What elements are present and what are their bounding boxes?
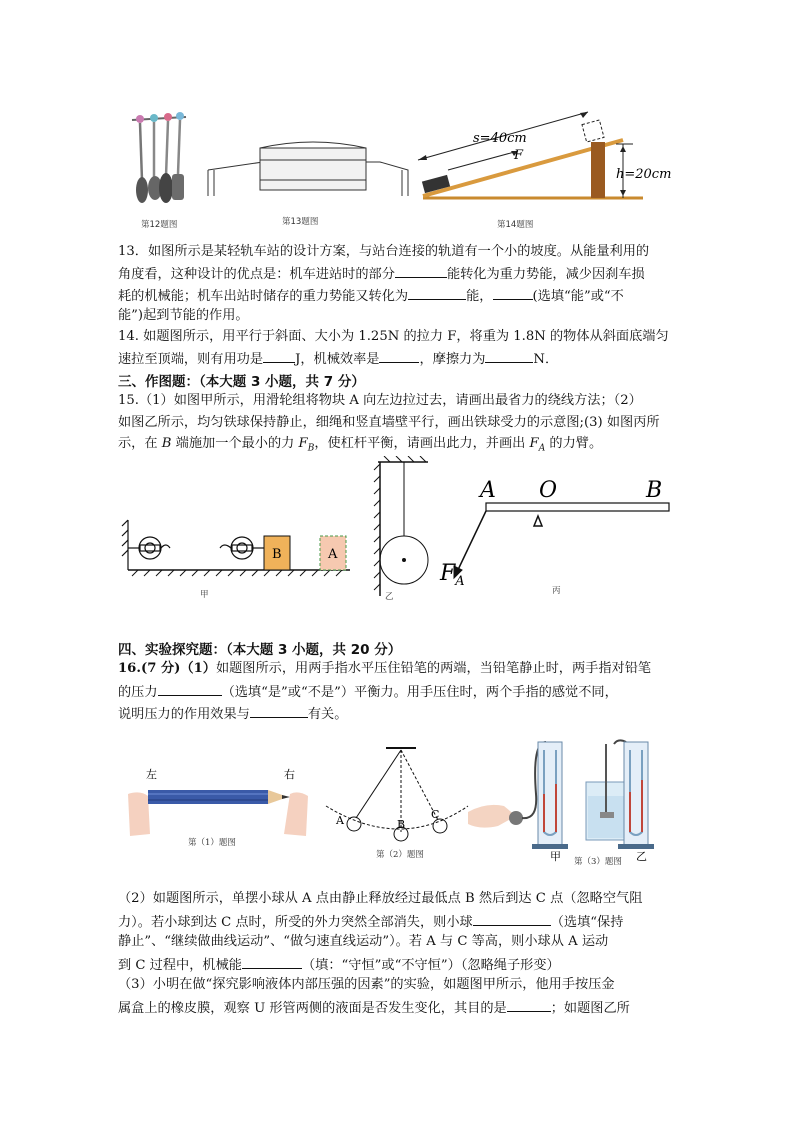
pulley-figure xyxy=(122,520,350,576)
pencil-left-label: 左 xyxy=(146,768,157,781)
caption-fig2: 第（2）题图 xyxy=(376,850,424,860)
q14-blank2[interactable] xyxy=(379,348,419,363)
q16b-blank1[interactable] xyxy=(473,911,551,926)
q16-line2: 的压力 （选填“是”或“不是”）平衡力。用手压住时，两个手指的感觉不同， xyxy=(118,681,678,703)
pendulum-a: A xyxy=(336,814,344,827)
pendulum-b: B xyxy=(397,818,406,831)
f-label: F xyxy=(514,148,524,163)
q16b-blank3[interactable] xyxy=(507,997,551,1012)
h-label: h=20cm xyxy=(616,167,672,182)
pendulum-c: C xyxy=(431,808,440,821)
q16-blank2[interactable] xyxy=(250,703,308,718)
caption-14: 第14题图 xyxy=(497,220,534,230)
q16b-line2: 力）。若小球到达 C 点时，所受的外力突然全部消失，则小球 （选填“保持 xyxy=(118,911,678,933)
q16-line1: 16.(7 分)（1）如题图所示，用两手指水平压住铅笔的两端，当铅笔静止时，两手指对铅笔 xyxy=(118,661,652,676)
lever-label-o: O xyxy=(539,478,558,503)
pressure-gauge-figure xyxy=(468,740,654,849)
s-label: s=40cm xyxy=(473,131,527,146)
gauge-jia: 甲 xyxy=(550,850,561,863)
q14-blank3[interactable] xyxy=(485,348,533,363)
gauge-yi: 乙 xyxy=(636,850,647,863)
force-label: $F_A$ xyxy=(440,561,465,589)
q15-line1: 15.（1）如图甲所示，用滑轮组将物块 A 向左边拉过去，请画出最省力的绕线方法；（2） xyxy=(118,393,642,408)
pencil-figure xyxy=(128,790,308,836)
caption-12: 第12题图 xyxy=(141,220,178,230)
middle-figures xyxy=(118,456,678,601)
q16b-line3: 静止”、“继续做曲线运动”、“做匀速直线运动”）。若 A 与 C 等高，则小球从 A 运动 xyxy=(118,934,609,949)
q13-blank1[interactable] xyxy=(395,263,447,278)
q14-blank1[interactable] xyxy=(263,348,295,363)
hanging-ball-figure xyxy=(374,456,428,596)
q16-line3: 说明压力的作用效果与 有关。 xyxy=(118,703,678,725)
q16b-line4: 到 C 过程中，机械能 （填：“守恒”或“不守恒”）（忽略绳子形变） xyxy=(118,954,678,976)
q13-line1: 13．如图所示是某轻轨车站的设计方案，与站台连接的轨道有一个小的坡度。从能量利用的 xyxy=(118,244,650,259)
q14-line2: 速拉至顶端，则有用功是 J，机械效率是 ，摩擦力为 N． xyxy=(118,348,678,370)
caption-bing: 丙 xyxy=(552,586,561,596)
caption-13: 第13题图 xyxy=(282,217,319,227)
q13-line3: 耗的机械能；机车出站时储存的重力势能又转化为 能， (选填“能”或“不 xyxy=(118,285,678,307)
train-station-figure xyxy=(208,142,408,196)
q16b-line1: （2）如题图所示，单摆小球从 A 点由静止释放经过最低点 B 然后到达 C 点（忽略空气阻 xyxy=(118,891,643,906)
q16-blank1[interactable] xyxy=(158,681,222,696)
q13-blank3[interactable] xyxy=(493,285,533,300)
lever-figure xyxy=(454,503,669,578)
q16b-blank2[interactable] xyxy=(242,954,302,969)
bottom-figures xyxy=(118,734,678,866)
caption-jia: 甲 xyxy=(200,590,209,600)
block-b-label: B xyxy=(272,547,282,562)
caption-fig3: 第（3）题图 xyxy=(574,857,622,866)
q13-blank2[interactable] xyxy=(408,285,466,300)
pencil-right-label: 右 xyxy=(284,768,295,781)
q13-line2: 角度看，这种设计的优点是：机车进站时的部分 能转化为重力势能，减少因刹车损 xyxy=(118,263,678,285)
caption-yi: 乙 xyxy=(385,592,394,602)
incline-figure xyxy=(418,112,643,198)
block-a-label: A xyxy=(328,547,338,562)
q14-line1: 14. 如题图所示，用平行于斜面、大小为 1.25N 的拉力 F，将重为 1.8N 的物体从斜面底端匀 xyxy=(118,329,669,344)
q15-line2: 如图乙所示，均匀铁球保持静止，细绳和竖直墙壁平行，画出铁球受力的示意图;(3) 如图丙所 xyxy=(118,415,660,430)
q16b-line6: 属盒上的橡皮膜，观察 U 形管两侧的液面是否发生变化，其目的是 ；如题图乙所 xyxy=(118,997,678,1019)
q15-line3: 示，在 B 端施加一个最小的力 $F_B$，使杠杆平衡，请画出此力，并画出 $F_A$ 的力臂。 xyxy=(118,436,603,454)
top-figures xyxy=(118,100,678,230)
lever-label-b: B xyxy=(646,478,663,503)
section4-heading: 四、实验探究题：（本大题 3 小题，共 20 分） xyxy=(118,642,402,658)
section3-heading: 三、作图题：（本大题 3 小题，共 7 分） xyxy=(118,374,365,390)
q16b-line5: （3）小明在做“探究影响液体内部压强的因素”的实验，如题图甲所示，他用手按压金 xyxy=(118,977,615,992)
caption-fig1: 第（1）题图 xyxy=(188,838,236,848)
lever-label-a: A xyxy=(480,478,496,503)
utensil-rack-figure xyxy=(132,112,186,203)
q13-line4: 能”)起到节能的作用。 xyxy=(118,308,249,323)
